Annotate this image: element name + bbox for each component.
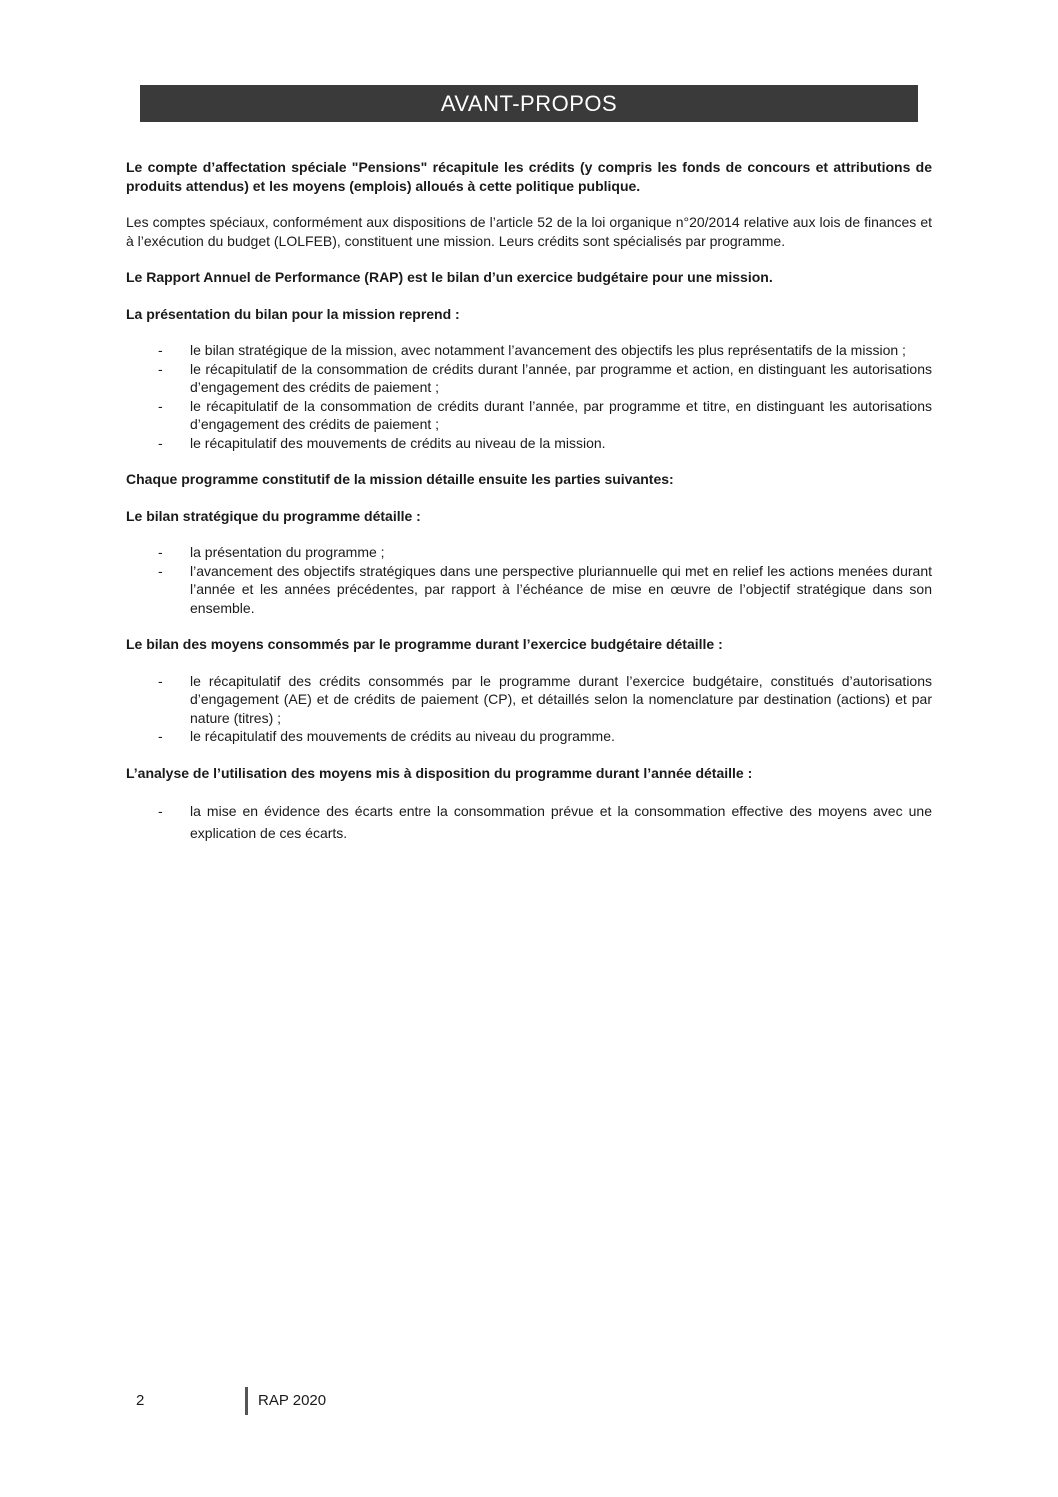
section-title: AVANT-PROPOS <box>440 90 618 116</box>
list-item: - le récapitulatif des mouvements de crédits au niveau du programme. <box>158 728 615 744</box>
dash-marker: - <box>158 434 163 451</box>
footer-divider <box>245 1387 248 1415</box>
list-item: - la présentation du programme ; <box>158 544 385 560</box>
analysis-heading: L’analyse de l’utilisation des moyens mis à disposition du programme durant l’année détaille : <box>126 764 753 781</box>
section-header-bar <box>140 85 918 122</box>
intro-paragraph-4: La présentation du bilan pour la mission reprend : <box>126 305 460 322</box>
intro-paragraph-3: Le Rapport Annuel de Performance (RAP) est le bilan d’un exercice budgétaire pour une mission. <box>126 269 773 285</box>
dash-marker: - <box>158 728 163 744</box>
dash-marker: - <box>158 562 163 579</box>
dash-marker: - <box>158 672 163 689</box>
mission-bullet-list <box>126 341 932 452</box>
list-item: - le récapitulatif de la consommation de crédits durant l’année, par programme et titre, en distinguant les autorisations d’engagement des crédits de paiement ; <box>158 397 932 432</box>
dash-marker: - <box>158 360 163 377</box>
list-item: - le récapitulatif des mouvements de crédits au niveau de la mission. <box>158 434 606 451</box>
analysis-bullet-list <box>126 800 932 844</box>
means-heading: Le bilan des moyens consommés par le programme durant l’exercice budgétaire détaille : <box>126 636 723 652</box>
list-item: - le bilan stratégique de la mission, avec notamment l’avancement des objectifs les plus représentatifs de la mission ; <box>158 342 906 358</box>
dash-marker: - <box>158 544 163 560</box>
footer-label: RAP 2020 <box>258 1392 327 1409</box>
means-bullet-list <box>126 672 932 746</box>
intro-paragraph-1: Le compte d’affectation spéciale "Pensions" récapitule les crédits (y compris les fonds de concours et attributions de produits attendus) et les moyens (emplois) alloués à cette politique publique. <box>126 159 932 194</box>
dash-marker: - <box>158 803 163 819</box>
list-item: - l’avancement des objectifs stratégiques dans une perspective pluriannuelle qui met en relief les actions menées durant l’année et les années précédentes, par rapport à l’échéance de mise en œuvre de l’objectif stratégique dans son ensemble. <box>158 562 932 616</box>
dash-marker: - <box>158 342 163 358</box>
intro-paragraph-2: Les comptes spéciaux, conformément aux dispositions de l’article 52 de la loi organique n°20/2014 relative aux lois de finances et à l’exécution du budget (LOLFEB), constituent une mission. Leurs crédits sont spécialisés par programme. <box>126 214 932 249</box>
document-body <box>126 158 932 862</box>
dash-marker: - <box>158 397 163 414</box>
list-item: - le récapitulatif des crédits consommés par le programme durant l’exercice budgétaire, constitués d’autorisations d’engagement (AE) et de crédits de paiement (CP), et détaillés selon la nomenclature par destination (actions) et par nature (titres) ; <box>158 672 932 726</box>
list-item: - la mise en évidence des écarts entre la consommation prévue et la consommation effective des moyens avec une explication de ces écarts. <box>126 800 932 844</box>
strategic-heading: Le bilan stratégique du programme détaille : <box>126 507 421 524</box>
programme-paragraph: Chaque programme constitutif de la mission détaille ensuite les parties suivantes: <box>126 471 674 487</box>
strategic-bullet-list <box>126 543 932 617</box>
page-number: 2 <box>136 1392 145 1409</box>
list-item: - le récapitulatif de la consommation de crédits durant l’année, par programme et action, en distinguant les autorisations d’engagement des crédits de paiement ; <box>158 360 932 395</box>
